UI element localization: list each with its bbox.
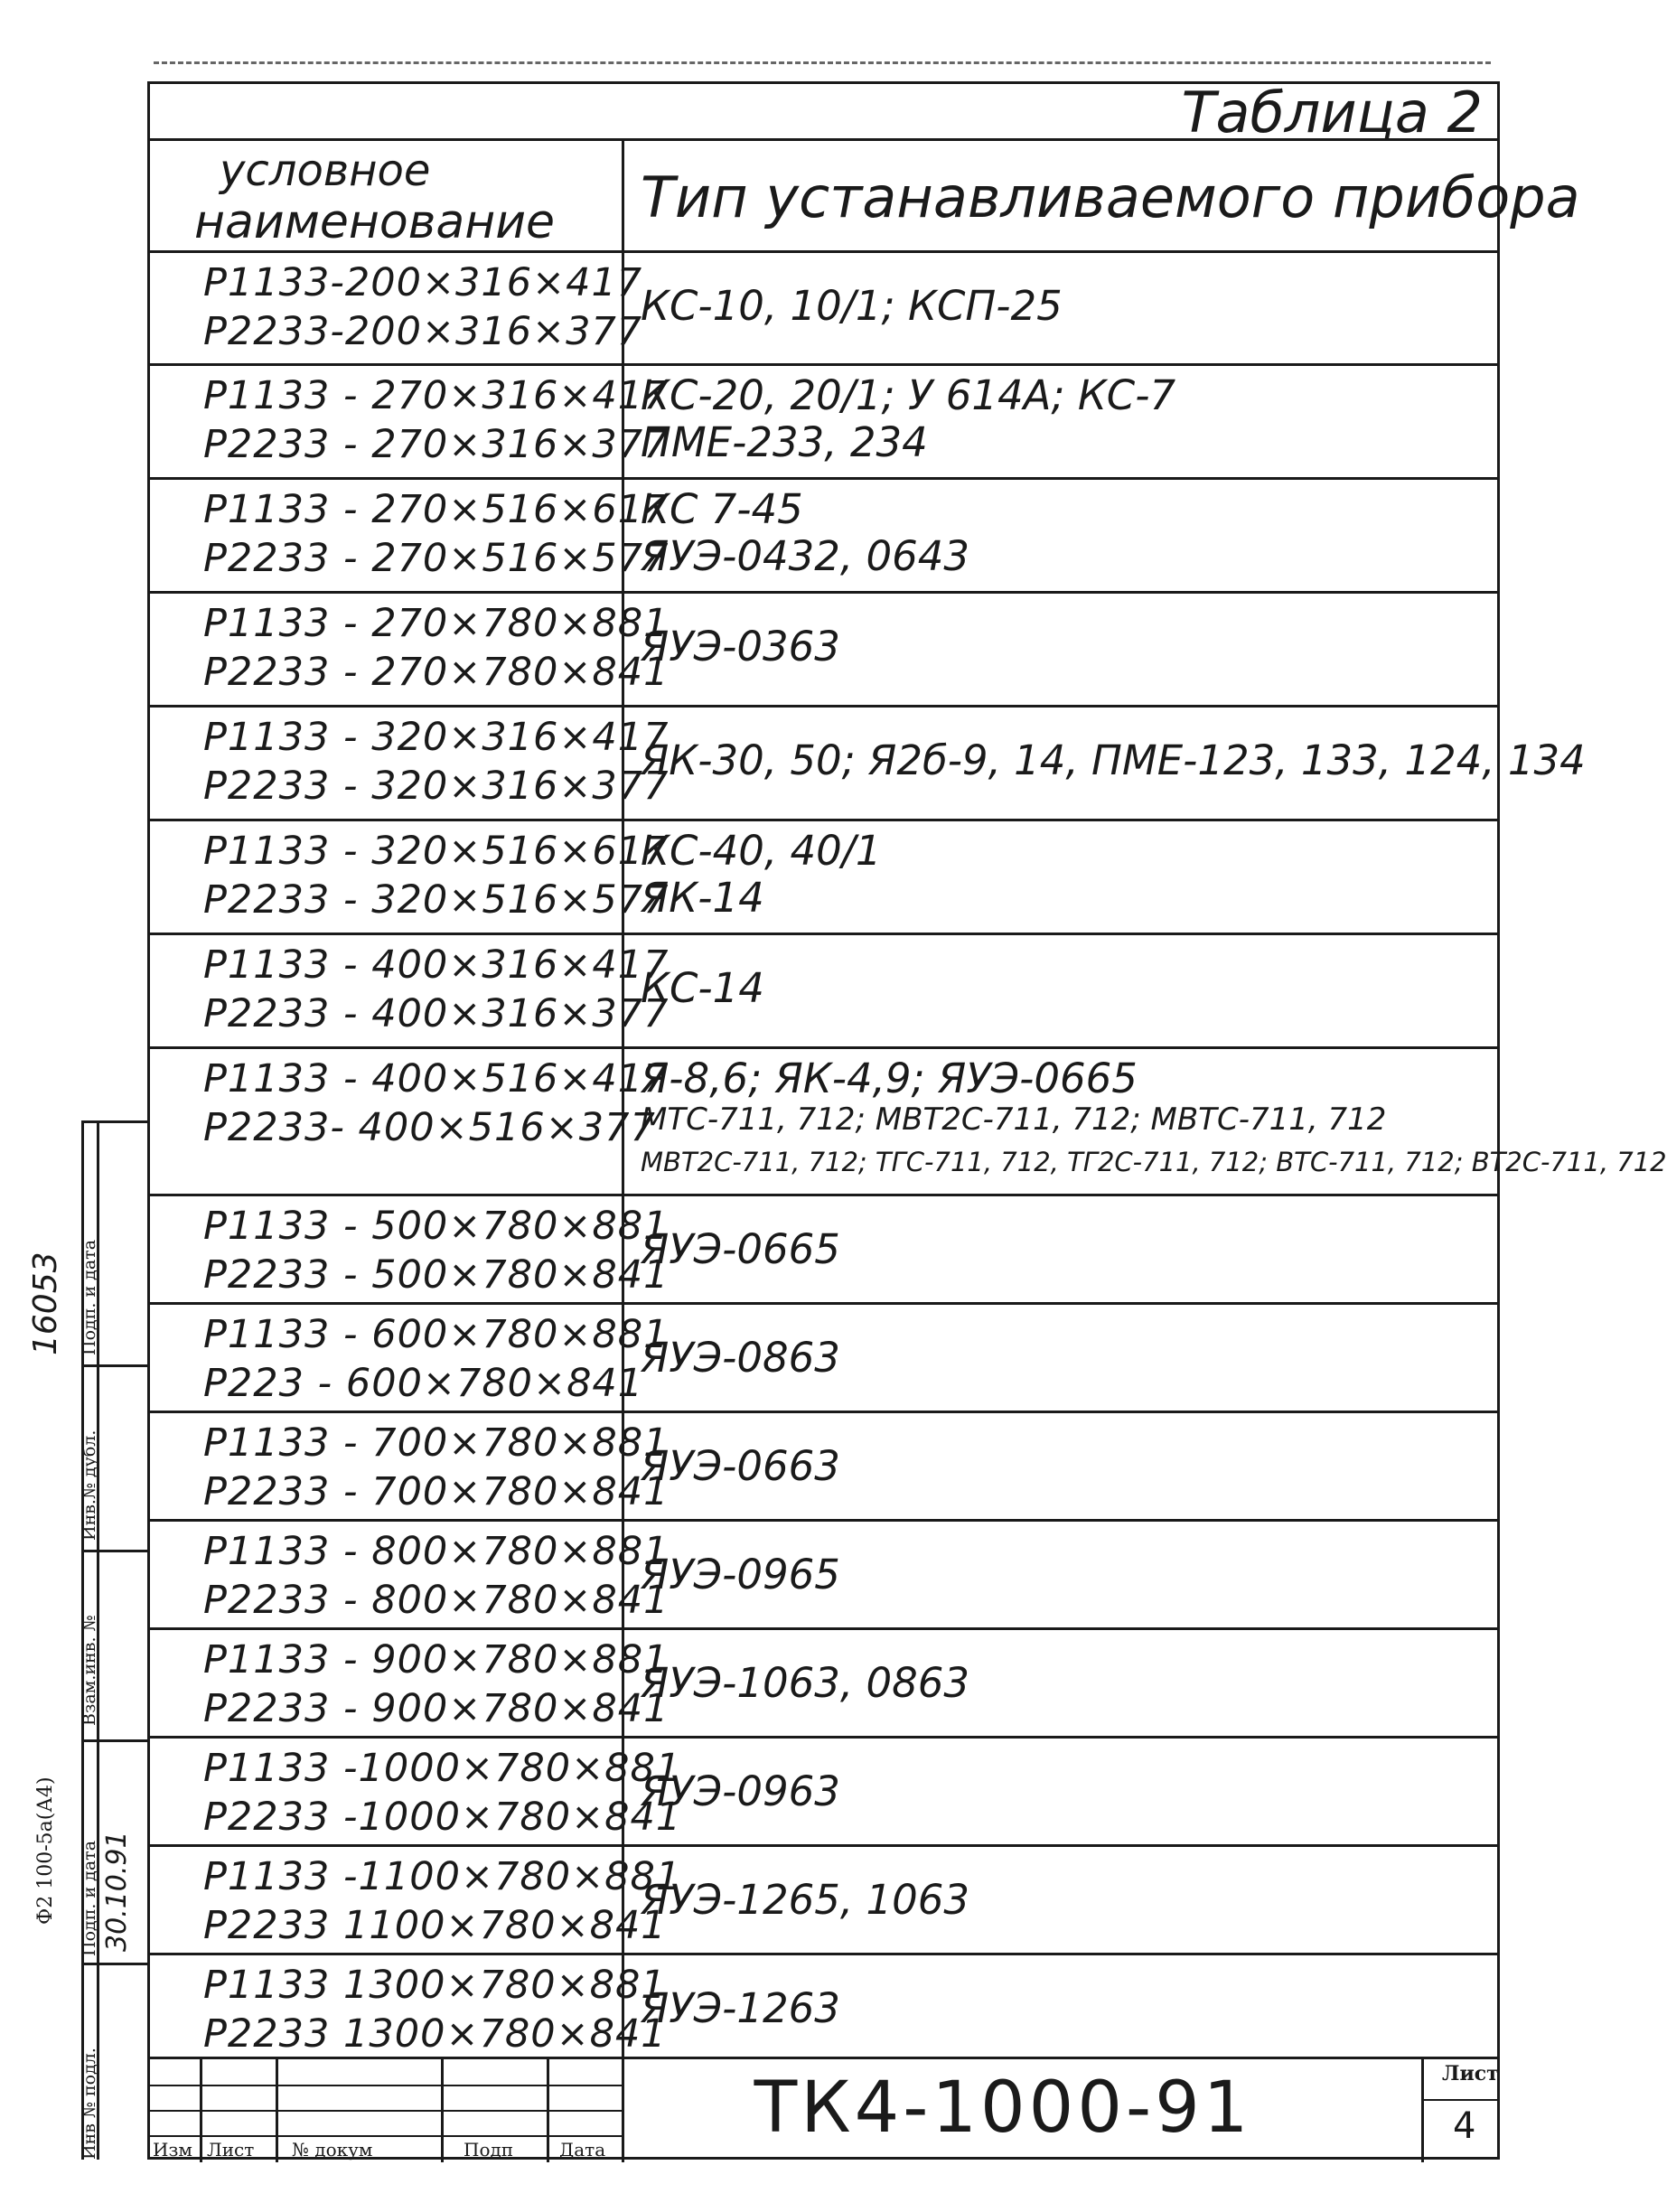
type-cell (622, 1630, 1500, 1736)
type-line-1: ЯУЭ-1263 (641, 1984, 840, 2032)
name-line-1: Р1133 - 400×316×417 (203, 942, 670, 988)
table-row (147, 1413, 1500, 1522)
type-cell (622, 366, 1500, 477)
name-line-1: Р1133 - 270×516×617 (203, 487, 670, 532)
name-cell (147, 1049, 670, 1194)
margin-stamp-rule (81, 1963, 147, 1965)
type-line-1: ЯУЭ-0663 (641, 1442, 840, 1490)
margin-label-inv-dubl: Инв.№ дубл. (80, 1429, 99, 1541)
name-line-2: Р2233 - 320×316×377 (203, 764, 670, 809)
name-line-1: Р1133 - 500×780×881 (203, 1204, 670, 1249)
type-cell (622, 935, 1500, 1046)
name-line-1: Р1133 - 320×316×417 (203, 715, 670, 760)
name-cell (147, 366, 670, 477)
type-line-1: Я-8,6; ЯК-4,9; ЯУЭ-0665 (641, 1054, 1138, 1102)
name-line-2: Р2233 - 900×780×841 (203, 1686, 670, 1731)
type-line-1: ЯУЭ-0665 (641, 1225, 840, 1273)
name-line-2: Р2233 - 270×780×841 (203, 650, 670, 695)
margin-label-podp-data: Подп. и дата (80, 1840, 99, 1956)
title-block-rule (147, 2085, 622, 2086)
name-line-2: Р2233 - 500×780×841 (203, 1252, 670, 1298)
type-line-1: ЯУЭ-1063, 0863 (641, 1659, 969, 1707)
header-type-cell (622, 138, 1580, 253)
type-cell (622, 1049, 1667, 1194)
type-line-2: ЯУЭ-0432, 0643 (641, 532, 969, 580)
table-row (147, 253, 1500, 366)
name-line-2: Р2233 - 270×316×377 (203, 422, 670, 467)
name-line-2: Р2233 1300×780×841 (203, 2011, 667, 2057)
name-cell (147, 1955, 667, 2067)
name-line-2: Р2233 - 320×516×577 (203, 877, 670, 923)
name-line-2: Р2233 - 700×780×841 (203, 1469, 670, 1514)
table-row (147, 480, 1500, 594)
table-row (147, 594, 1500, 708)
type-cell (622, 821, 1500, 933)
name-line-2: Р2233 1100×780×841 (203, 1903, 667, 1948)
margin-stamp-rule (81, 1364, 147, 1367)
type-line-2: ПМЕ-233, 234 (641, 418, 928, 466)
header-name-line1: условное (220, 145, 431, 196)
name-cell (147, 1847, 682, 1953)
title-block-rule (1421, 2099, 1500, 2101)
name-line-1: Р1133 -1000×780×881 (203, 1746, 682, 1791)
name-line-1: Р1133 - 600×780×881 (203, 1312, 670, 1357)
name-line-2: Р2233 - 270×516×577 (203, 536, 670, 581)
col-label-sign: Подп (464, 2139, 514, 2160)
sheet-label: Лист (1442, 2062, 1499, 2085)
table-row (147, 1847, 1500, 1955)
table-row (147, 935, 1500, 1049)
type-cell (622, 1196, 1500, 1302)
header-name-cell (147, 138, 622, 253)
type-cell (622, 1522, 1500, 1627)
sheet-number: 4 (1453, 2105, 1476, 2147)
name-cell (147, 480, 670, 591)
handwritten-number: 16053 (27, 1251, 64, 1355)
title-block-rule (147, 2135, 622, 2137)
margin-label-inv-podl: Инв № подл. (80, 2048, 99, 2160)
name-line-1: Р1133 - 700×780×881 (203, 1420, 670, 1466)
table-row (147, 821, 1500, 935)
type-line-1: КС-20, 20/1; У 614А; КС-7 (641, 371, 1176, 419)
name-line-2: Р2233 - 800×780×841 (203, 1578, 670, 1623)
margin-stamp-rule (81, 1120, 147, 1123)
table-row (147, 1196, 1500, 1305)
title-block-divider (622, 2059, 624, 2162)
col-label-doc: № докум (292, 2139, 373, 2160)
name-line-1: Р1133-200×316×417 (203, 260, 643, 305)
name-cell (147, 1630, 670, 1736)
name-cell (147, 1305, 670, 1411)
name-line-2: Р223 - 600×780×841 (203, 1361, 644, 1406)
table-row (147, 366, 1500, 480)
name-line-2: Р2233-200×316×377 (203, 309, 643, 354)
name-line-1: Р1133 - 400×516×417 (203, 1056, 670, 1101)
title-block-rule (147, 2110, 622, 2112)
name-cell (147, 1413, 670, 1519)
form-code: Ф2 100-5а(А4) (34, 1776, 57, 1925)
name-line-1: Р1133 1300×780×881 (203, 1963, 667, 2008)
type-line-1: ЯУЭ-0965 (641, 1551, 840, 1598)
type-line-2: ЯК-14 (641, 874, 764, 922)
type-cell (622, 253, 1500, 363)
table-row (147, 1049, 1667, 1196)
type-cell (622, 594, 1500, 705)
name-cell (147, 821, 670, 933)
table-row (147, 1630, 1500, 1739)
name-line-1: Р1133 - 800×780×881 (203, 1529, 670, 1574)
header-type-label: Тип устанавливаемого прибора (641, 164, 1580, 230)
name-cell (147, 1522, 670, 1627)
table-row (147, 1955, 1500, 2067)
type-line-1: ЯУЭ-0963 (641, 1767, 840, 1815)
name-cell (147, 253, 643, 363)
name-line-2: Р2233 - 400×316×377 (203, 991, 670, 1036)
type-cell (622, 1847, 1500, 1953)
type-line-1: КС-10, 10/1; КСП-25 (641, 282, 1063, 330)
table-row (147, 1522, 1500, 1630)
margin-label-podp-data-2: Подп. и дата (80, 1239, 99, 1355)
type-cell (622, 708, 1586, 819)
type-line-1: КС 7-45 (641, 485, 803, 533)
table-row (147, 1739, 1500, 1847)
type-cell (622, 1739, 1500, 1844)
col-label-list: Лист (207, 2139, 255, 2160)
type-cell (622, 1305, 1500, 1411)
name-line-2: Р2233 -1000×780×841 (203, 1795, 682, 1840)
type-line-1: ЯУЭ-0863 (641, 1334, 840, 1382)
col-label-date: Дата (559, 2139, 606, 2160)
name-cell (147, 708, 670, 819)
top-dashed-line (154, 61, 1491, 64)
margin-label-vzam-inv: Взам.инв. № (80, 1615, 99, 1726)
name-line-1: Р1133 - 270×780×881 (203, 601, 670, 646)
name-cell (147, 594, 670, 705)
type-line-3: МВТ2С-711, 712; ТГС-711, 712, ТГ2С-711, 712; ВТС-711, 712; ВТ2С-711, 712 (641, 1147, 1667, 1177)
name-line-1: Р1133 -1100×780×881 (203, 1854, 682, 1899)
margin-stamp-rule (81, 1739, 147, 1742)
title-block-divider (1421, 2059, 1424, 2162)
document-code: ТК4-1000-91 (754, 2067, 1252, 2149)
type-cell (622, 480, 1500, 591)
type-cell (622, 1955, 1500, 2067)
table-title: Таблица 2 (1181, 80, 1483, 145)
table-row (147, 1305, 1500, 1413)
type-line-1: ЯУЭ-1265, 1063 (641, 1876, 969, 1924)
table-row (147, 708, 1586, 821)
col-label-izm: Изм (153, 2139, 192, 2160)
name-line-1: Р1133 - 270×316×417 (203, 373, 670, 418)
type-line-1: КС-40, 40/1 (641, 827, 882, 875)
name-line-1: Р1133 - 320×516×617 (203, 829, 670, 874)
name-cell (147, 935, 670, 1046)
type-line-1: ЯУЭ-0363 (641, 623, 840, 670)
type-cell (622, 1413, 1500, 1519)
margin-stamp-rule (81, 1550, 147, 1552)
name-line-2: Р2233- 400×516×377 (203, 1105, 656, 1150)
type-line-1: ЯК-30, 50; Я2б-9, 14, ПМЕ-123, 133, 124, 134 (641, 736, 1586, 784)
type-line-2: МТС-711, 712; МВТ2С-711, 712; МВТС-711, 712 (641, 1101, 1387, 1138)
header-name-line2: наименование (194, 195, 555, 249)
name-line-1: Р1133 - 900×780×881 (203, 1637, 670, 1682)
type-line-1: КС-14 (641, 964, 764, 1012)
name-cell (147, 1196, 670, 1302)
name-cell (147, 1739, 682, 1844)
handwritten-date: 30.10.91 (101, 1831, 133, 1952)
